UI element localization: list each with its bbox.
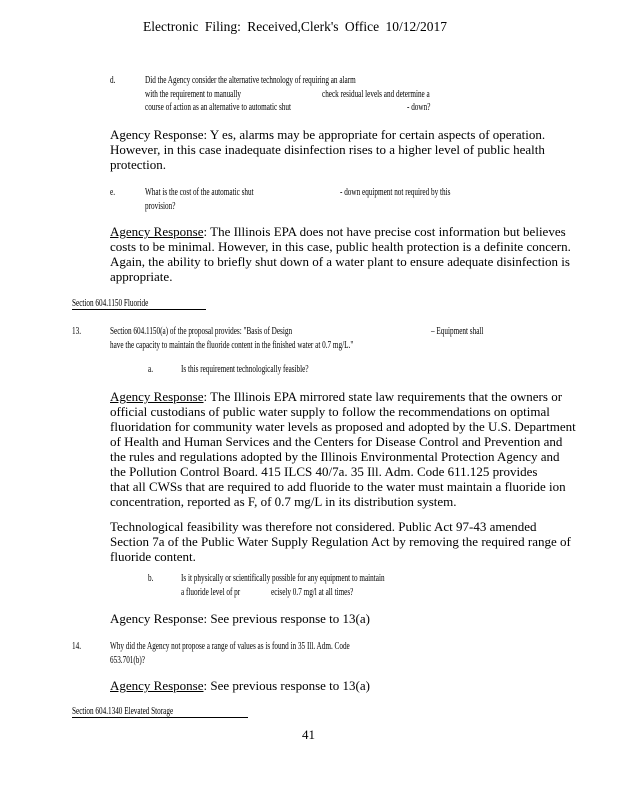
item-13a-response-line8: concentration, reported as F, of 0.7 mg/L in its distribution system. xyxy=(110,494,457,509)
page-number: 41 xyxy=(302,727,315,742)
item-d-response-line2: However, in this case inadequate disinfection rises to a higher level of public health xyxy=(110,142,545,157)
agency-response-label: Agency Response xyxy=(110,678,204,693)
agency-response-label: Agency Response xyxy=(110,611,204,626)
item-13a-response-line4: of Health and Human Services and the Centers for Disease Control and Prevention and xyxy=(110,434,563,449)
item-13a-paragraph2-line2: Section 7a of the Public Water Supply Regulation Act by removing the required range of xyxy=(110,534,571,549)
item-13-question-line2: have the capacity to maintain the fluoride content in the finished water at 0.7 mg/L." xyxy=(110,340,354,351)
agency-response-label: Agency Response xyxy=(110,127,204,142)
item-13b-marker: b. xyxy=(148,573,154,584)
item-13a-response-line2: official custodians of public water supply to follow the recommendations on optimal xyxy=(110,404,550,419)
item-13-question-line1a: Section 604.1150(a) of the proposal provides: "Basis of Design xyxy=(110,326,293,337)
item-d-response-line3: protection. xyxy=(110,157,166,172)
agency-response-label: Agency Response xyxy=(110,389,204,404)
item-e-response-line3: Again, the ability to briefly shut down of a water plant to ensure adequate disinfection is xyxy=(110,254,570,269)
section-elevated-storage-heading: Section 604.1340 Elevated Storage xyxy=(72,706,174,717)
item-13b-question-line1: Is it physically or scientifically possible for any equipment to maintain xyxy=(181,573,385,584)
item-13b-question-line2b: ecisely 0.7 mg/l at all times? xyxy=(271,587,354,598)
item-14-response: Agency Response: See previous response to 13(a) xyxy=(110,678,370,693)
item-e-response-line1: Agency Response: The Illinois EPA does not have precise cost information but believes xyxy=(110,224,566,239)
item-e-marker: e. xyxy=(110,187,116,198)
section-fluoride-rule xyxy=(72,309,206,310)
item-13a-paragraph2-line1: Technological feasibility was therefore not considered. Public Act 97-43 amended xyxy=(110,519,537,534)
item-13a-response-line6: the Pollution Control Board. 415 ILCS 40/7a. 35 Ill. Adm. Code 611.125 provides xyxy=(110,464,538,479)
item-14-number: 14. xyxy=(72,641,81,652)
item-e-response-line2: costs to be minimal. However, in this case, public health protection is a definite concern. xyxy=(110,239,571,254)
item-13b-response: Agency Response: See previous response to 13(a) xyxy=(110,611,370,626)
item-13a-response-line5: the rules and regulations adopted by the Illinois Environmental Protection Agency and xyxy=(110,449,560,464)
item-d-question-line3b: - down? xyxy=(407,102,431,113)
item-13a-question: Is this requirement technologically feasible? xyxy=(181,364,309,375)
item-13-number: 13. xyxy=(72,326,81,337)
item-e-question-line2: provision? xyxy=(145,201,176,212)
item-13a-marker: a. xyxy=(148,364,154,375)
item-d-question-line3a: course of action as an alternative to automatic shut xyxy=(145,102,291,113)
item-d-marker: d. xyxy=(110,75,116,86)
item-d-question-line1: Did the Agency consider the alternative technology of requiring an alarm xyxy=(145,75,356,86)
item-13b-question-line2a: a fluoride level of pr xyxy=(181,587,241,598)
item-e-question-line1a: What is the cost of the automatic shut xyxy=(145,187,254,198)
item-13a-paragraph2-line3: fluoride content. xyxy=(110,549,196,564)
item-13a-response-line7: that all CWSs that are required to add fluoride to the water must maintain a fluoride ion xyxy=(110,479,566,494)
item-e-question-line1b: - down equipment not required by this xyxy=(340,187,451,198)
item-d-question-line2b: check residual levels and determine a xyxy=(322,89,430,100)
item-14-question-line2: 653.701(b)? xyxy=(110,655,145,666)
section-elevated-storage-rule xyxy=(72,717,248,718)
item-d-response-line1: Agency Response: Y es, alarms may be appropriate for certain aspects of operation. xyxy=(110,127,546,142)
item-d-question-line2a: with the requirement to manually xyxy=(145,89,241,100)
item-14-question-line1: Why did the Agency not propose a range of values as is found in 35 Ill. Adm. Code xyxy=(110,641,350,652)
section-fluoride-heading: Section 604.1150 Fluoride xyxy=(72,298,149,309)
item-13a-response-line3: fluoridation for community water levels as proposed and adopted by the U.S. Department xyxy=(110,419,576,434)
item-e-response-line4: appropriate. xyxy=(110,269,173,284)
item-13-question-line1b: – Equipment shall xyxy=(431,326,484,337)
item-13a-response-line1: Agency Response: The Illinois EPA mirrored state law requirements that the owners or xyxy=(110,389,563,404)
filing-header: Electronic Filing: Received,Clerk's Office 10/12/2017 xyxy=(143,19,447,34)
agency-response-label: Agency Response xyxy=(110,224,204,239)
